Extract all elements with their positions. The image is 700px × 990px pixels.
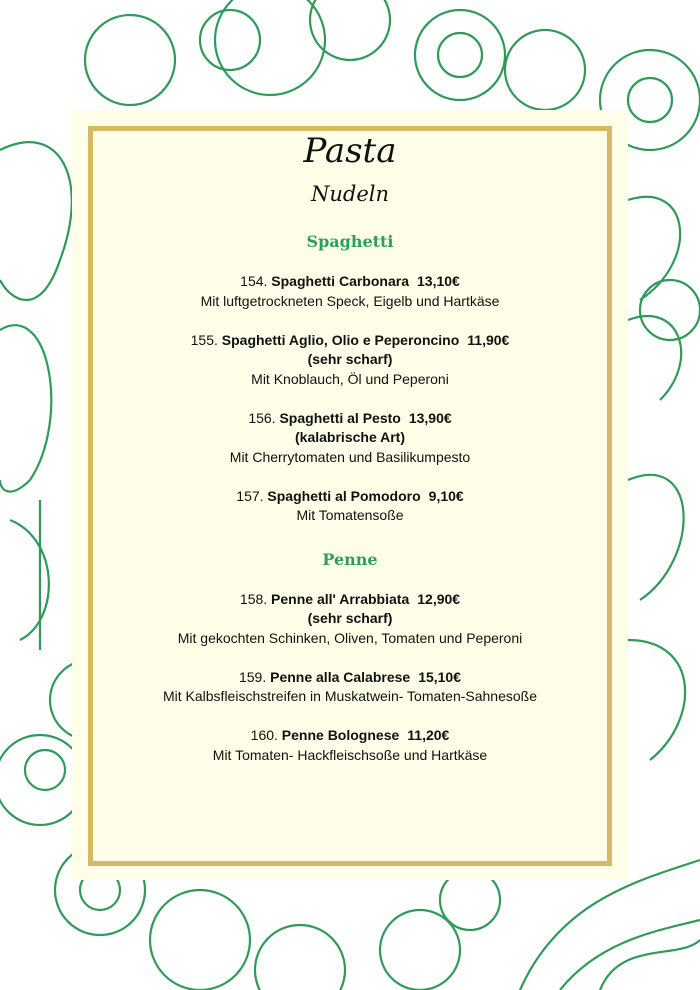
item-price: 15,10€ <box>418 668 462 685</box>
item-name: Spaghetti Aglio, Olio e Peperoncino <box>221 331 460 348</box>
item-description: Mit Kalbsfleischstreifen in Muskatwein- Tomaten-Sahnesoße <box>162 688 538 704</box>
item-name: Spaghetti al Pesto <box>279 409 401 426</box>
menu-item <box>93 331 607 390</box>
item-description: Mit luftgetrockneten Speck, Eigelb und Hartkäse <box>200 292 500 309</box>
spaghetti-list <box>93 272 607 526</box>
item-description: Mit Cherrytomaten und Basilikumpesto <box>229 448 471 465</box>
menu-item <box>93 590 607 649</box>
menu-content <box>93 131 607 785</box>
item-description: Mit Tomaten- Hackfleischsoße und Hartkäse <box>212 746 488 763</box>
page-title: Pasta <box>303 131 397 171</box>
item-price: 13,10€ <box>417 273 460 289</box>
menu-item <box>93 668 607 707</box>
menu-item <box>93 272 607 311</box>
item-number: 154. <box>240 273 268 289</box>
item-number: 160. <box>250 727 278 743</box>
item-price: 11,90€ <box>467 331 510 348</box>
item-description: Mit Knoblauch, Öl und Peperoni <box>251 370 449 387</box>
item-note: (sehr scharf) <box>307 610 393 626</box>
item-name: Penne Bolognese <box>281 727 400 743</box>
item-number: 155. <box>190 331 218 348</box>
item-name: Spaghetti Carbonara <box>271 273 409 289</box>
item-name: Spaghetti al Pomodoro <box>267 487 421 504</box>
item-description: Mit gekochten Schinken, Oliven, Tomaten und Peperoni <box>177 629 523 646</box>
item-description: Mit Tomatensoße <box>296 507 404 523</box>
item-name: Penne alla Calabrese <box>270 668 411 685</box>
item-name: Penne all' Arrabbiata <box>271 590 410 607</box>
page-subtitle: Nudeln <box>310 182 389 206</box>
item-price: 9,10€ <box>428 487 464 504</box>
menu-item <box>93 487 607 526</box>
item-number: 159. <box>238 668 267 685</box>
item-number: 157. <box>236 487 264 504</box>
item-number: 156. <box>248 409 276 426</box>
section-heading-spaghetti: Spaghetti <box>306 232 394 251</box>
item-note: (sehr scharf) <box>307 351 393 367</box>
menu-item <box>93 409 607 468</box>
item-price: 12,90€ <box>417 590 461 607</box>
item-number: 158. <box>239 590 268 607</box>
section-heading-penne: Penne <box>322 549 378 569</box>
penne-list <box>93 590 607 766</box>
item-note: (kalabrische Art) <box>295 429 405 445</box>
item-price: 11,20€ <box>407 727 450 743</box>
menu-item <box>93 726 607 765</box>
item-price: 13,90€ <box>408 409 452 426</box>
